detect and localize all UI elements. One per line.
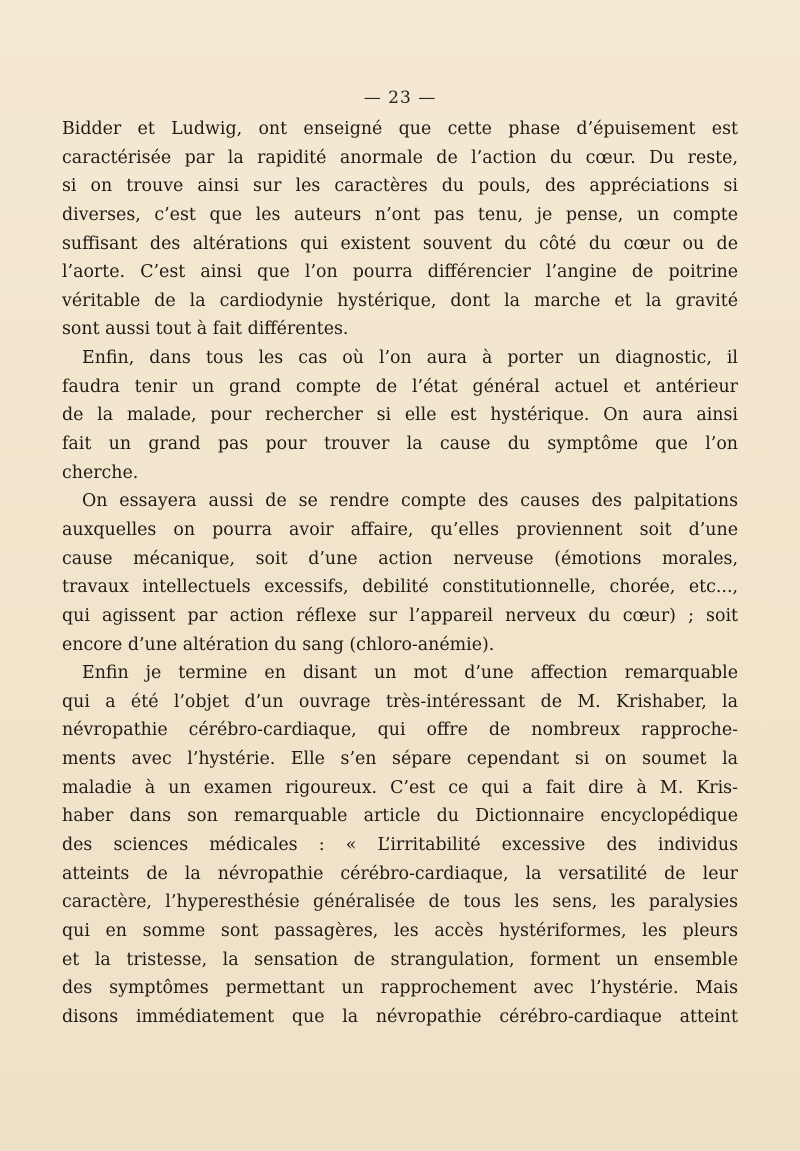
text-line: qui en somme sont passagères, les accès hystériformes, les pleurs	[62, 920, 738, 941]
text-line: caractérisée par la rapidité anormale de l’action du cœur. Du reste,	[62, 147, 738, 168]
text-line: fait un grand pas pour trouver la cause du symptôme que l’on	[62, 434, 738, 455]
text-line: des symptômes permettant un rapprochement avec l’hystérie. Mais	[62, 978, 738, 999]
text-line: suffisant des altérations qui existent souvent du côté du cœur ou de	[62, 233, 738, 254]
text-line: Enfin, dans tous les cas où l’on aura à porter un diagnostic, il	[82, 348, 738, 369]
text-line: atteints de la névropathie cérébro-cardiaque, la versatilité de leur	[62, 863, 738, 884]
text-line: l’aorte. C’est ainsi que l’on pourra différencier l’angine de poitrine	[62, 262, 738, 283]
text-line: des sciences médicales : « L’irritabilité excessive des individus	[62, 835, 738, 856]
body-text	[62, 115, 738, 1032]
text-line: diverses, c’est que les auteurs n’ont pas tenu, je pense, un compte	[62, 204, 738, 225]
text-line: faudra tenir un grand compte de l’état général actuel et antérieur	[62, 376, 738, 397]
text-line: haber dans son remarquable article du Dictionnaire encyclopédique	[62, 806, 738, 827]
text-line: sont aussi tout à fait différentes.	[62, 319, 349, 340]
text-line: auxquelles on pourra avoir affaire, qu’elles proviennent soit d’une	[62, 519, 738, 540]
text-line: travaux intellectuels excessifs, debilité constitutionnelle, chorée, etc...,	[62, 577, 738, 598]
text-line: encore d’une altération du sang (chloro-anémie).	[62, 634, 495, 655]
text-line: qui a été l’objet d’un ouvrage très-intéressant de M. Krishaber, la	[62, 691, 738, 712]
text-line: Bidder et Ludwig, ont enseigné que cette phase d’épuisement est	[62, 119, 738, 139]
page-number: — 23 —	[363, 88, 437, 108]
text-line: Enfin je termine en disant un mot d’une affection remarquable	[82, 663, 738, 684]
text-line: si on trouve ainsi sur les caractères du pouls, des appréciations si	[62, 176, 738, 197]
text-line: caractère, l’hyperesthésie généralisée de tous les sens, les paralysies	[62, 892, 738, 913]
text-line: maladie à un examen rigoureux. C’est ce qui a fait dire à M. Kris-	[62, 777, 738, 798]
text-line: cause mécanique, soit d’une action nerveuse (émotions morales,	[62, 548, 738, 569]
text-line: disons immédiatement que la névropathie cérébro-cardiaque atteint	[62, 1006, 738, 1027]
text-line: de la malade, pour rechercher si elle est hystérique. On aura ainsi	[62, 405, 738, 426]
text-line: qui agissent par action réflexe sur l’appareil nerveux du cœur) ; soit	[62, 605, 738, 626]
text-line: véritable de la cardiodynie hystérique, dont la marche et la gravité	[62, 290, 738, 311]
text-line: On essayera aussi de se rendre compte des causes des palpitations	[82, 491, 738, 512]
text-line: et la tristesse, la sensation de strangulation, forment un ensemble	[62, 949, 738, 970]
text-line: cherche.	[62, 462, 139, 483]
text-line: névropathie cérébro-cardiaque, qui offre de nombreux rapproche-	[62, 720, 738, 741]
text-line: ments avec l’hystérie. Elle s’en sépare cependant si on soumet la	[62, 749, 738, 770]
